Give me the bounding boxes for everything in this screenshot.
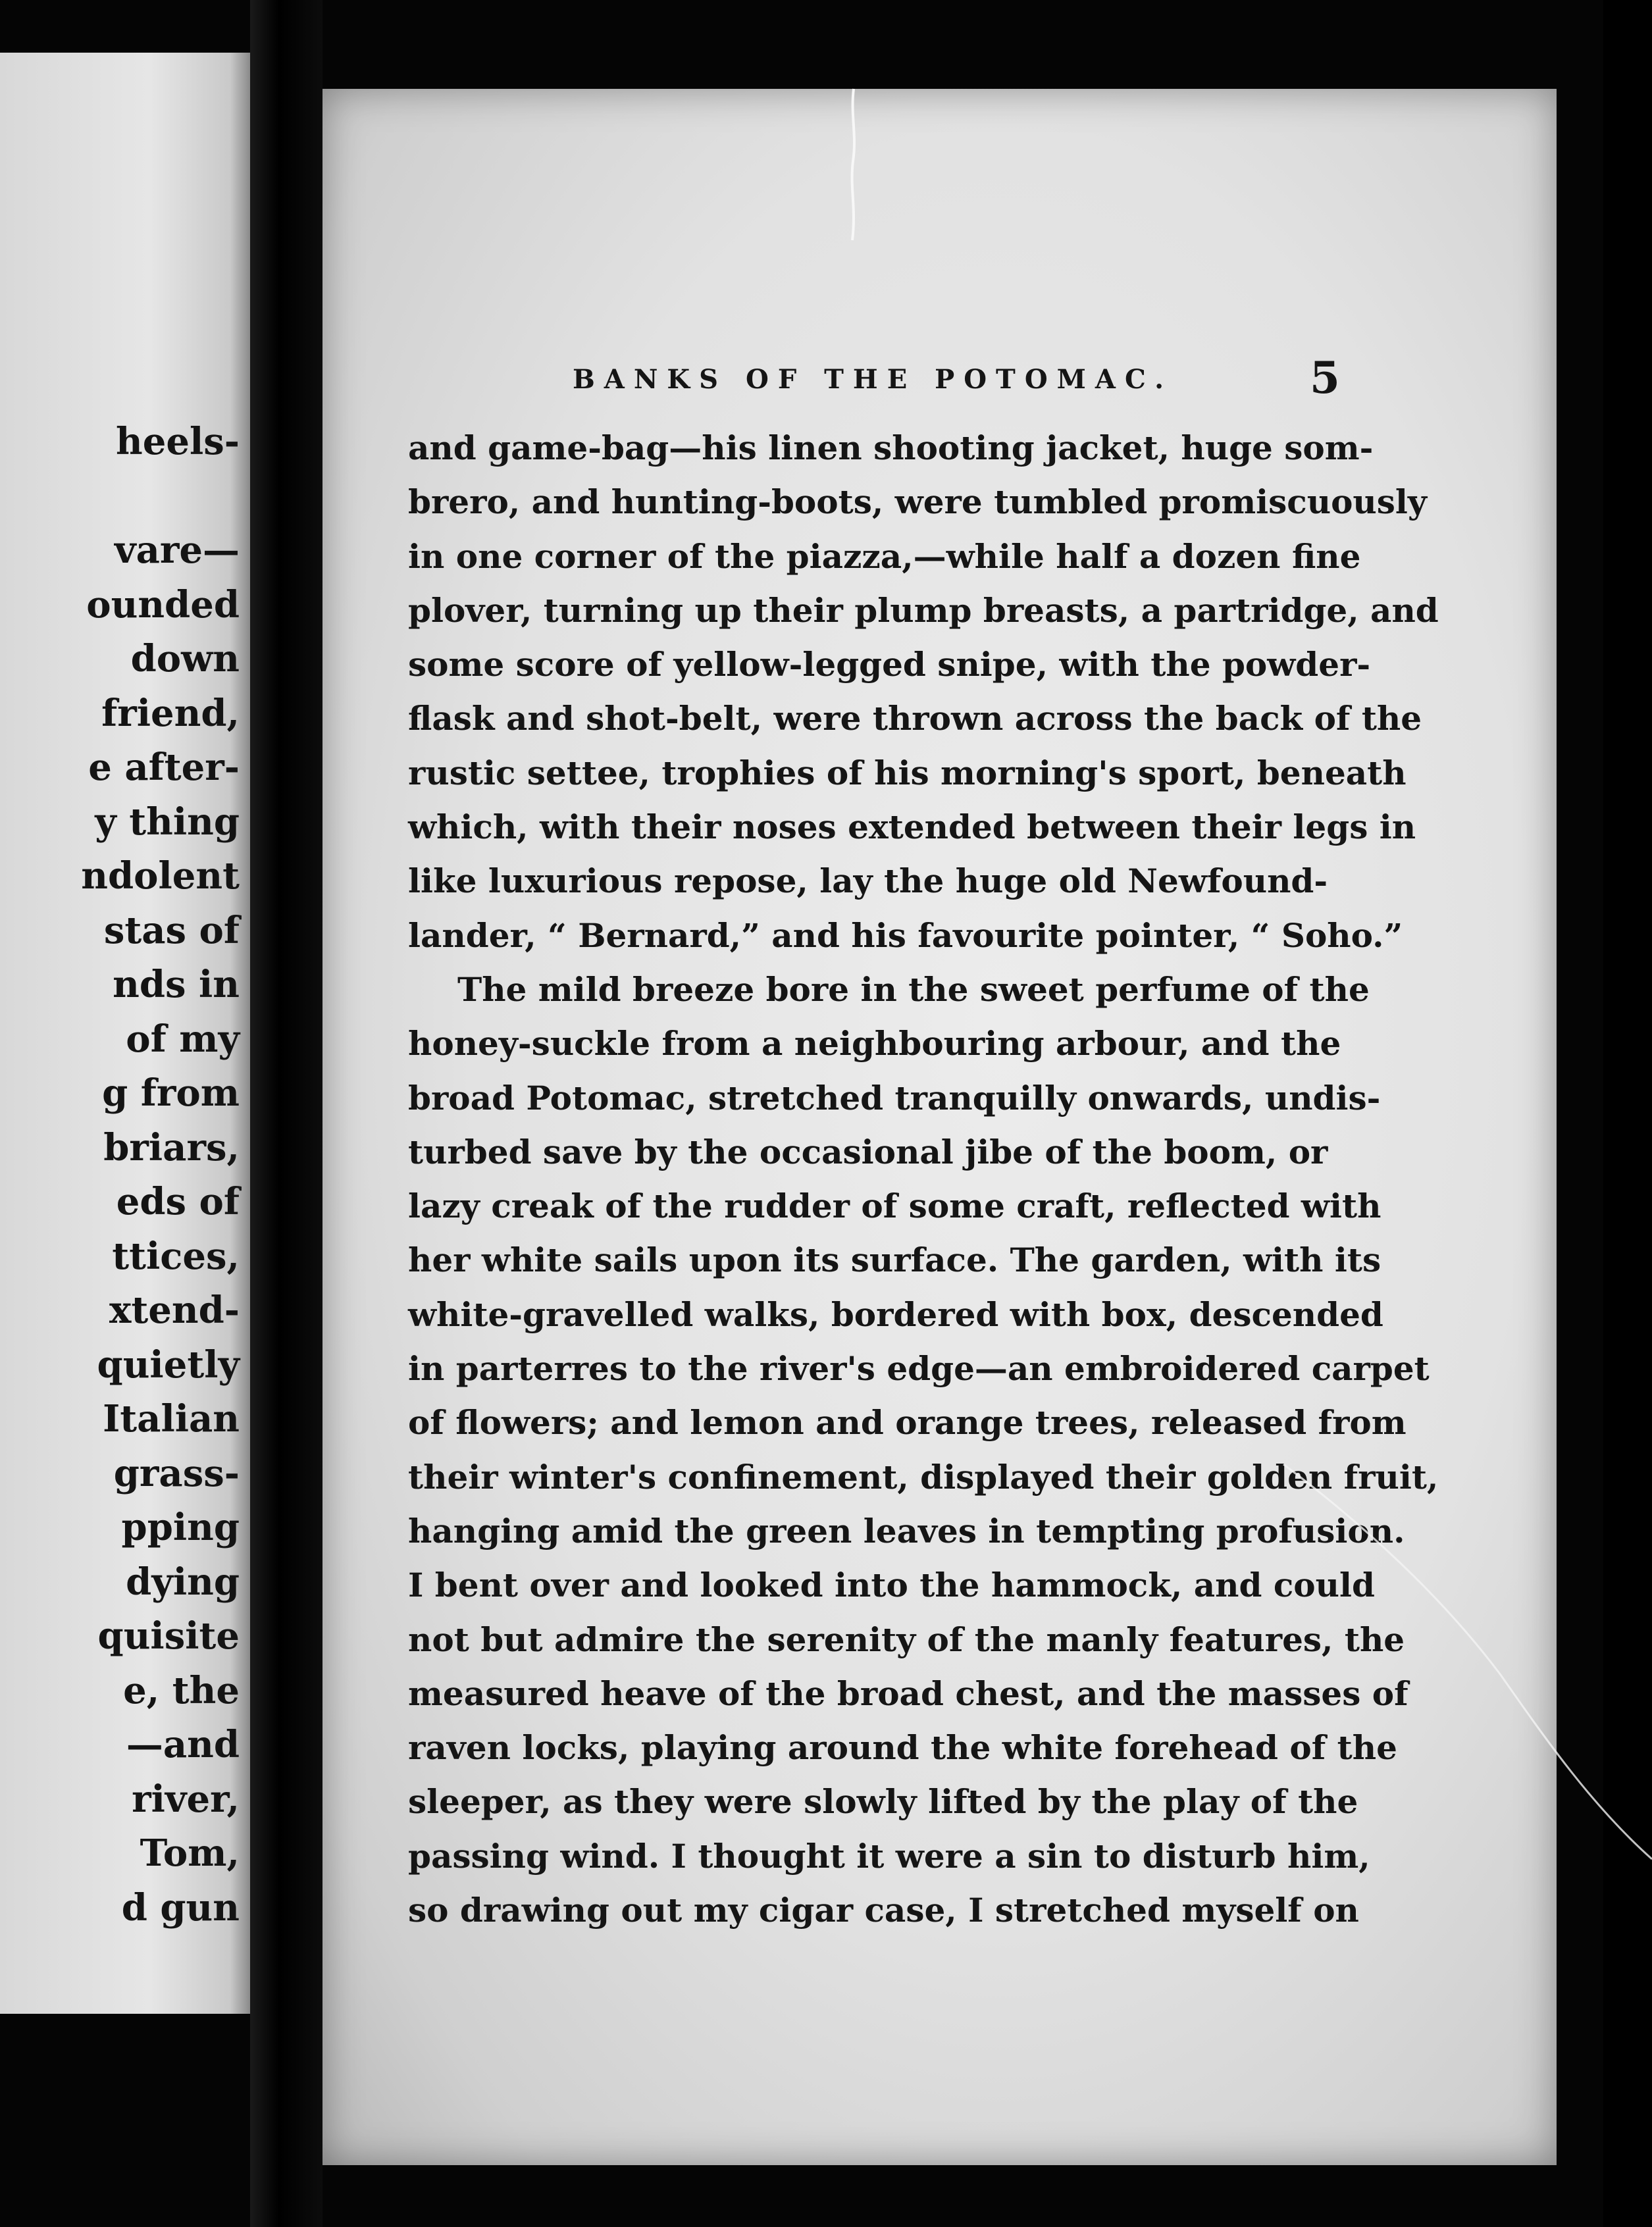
text-line: turbed save by the occasional jibe of the boom, or: [408, 1132, 1328, 1171]
book-page: [323, 89, 1557, 2165]
text-line: like luxurious repose, lay the huge old Newfound-: [408, 861, 1328, 901]
text-line: white-gravelled walks, bordered with box, descended: [408, 1294, 1383, 1334]
text-line: honey-suckle from a neighbouring arbour, and the: [408, 1024, 1341, 1063]
text-line: and game-bag—his linen shooting jacket, huge som-: [408, 428, 1374, 467]
book-gutter: [250, 0, 323, 2227]
text-line: in parterres to the river's edge—an embroidered carpet: [408, 1349, 1430, 1389]
text-line: hanging amid the green leaves in tempting profusion.: [408, 1511, 1405, 1550]
previous-page-line: Tom,: [140, 1831, 240, 1875]
previous-page-line: —and: [126, 1723, 240, 1766]
text-line: I bent over and looked into the hammock, and could: [408, 1566, 1375, 1605]
previous-page-line: heels-: [115, 420, 240, 463]
previous-page-line: quisite: [97, 1614, 240, 1658]
previous-page-line: y thing: [95, 800, 240, 844]
text-line: her white sails upon its surface. The garden, with its: [408, 1241, 1381, 1280]
text-line: so drawing out my cigar case, I stretched myself on: [408, 1891, 1359, 1930]
previous-page-line: quietly: [97, 1343, 240, 1387]
previous-page-line: friend,: [101, 691, 240, 735]
text-line: in one corner of the piazza,—while half a dozen fine: [408, 536, 1361, 576]
previous-page-line: xtend-: [109, 1289, 240, 1332]
text-line: passing wind. I thought it were a sin to disturb him,: [408, 1836, 1370, 1876]
running-title: BANKS OF THE POTOMAC.: [573, 364, 1174, 395]
previous-page-line: Italian: [103, 1397, 240, 1441]
previous-page-line: e, the: [123, 1668, 240, 1712]
previous-page-line: ndolent: [81, 854, 240, 898]
text-line: broad Potomac, stretched tranquilly onwards, undis-: [408, 1078, 1381, 1117]
previous-page-fragment: [0, 53, 250, 2014]
previous-page-line: down: [130, 637, 240, 680]
previous-page-line: of my: [126, 1017, 240, 1061]
text-line: lander, “ Bernard,” and his favourite pointer, “ Soho.”: [408, 915, 1403, 955]
text-line: sleeper, as they were slowly lifted by the play of the: [408, 1782, 1358, 1822]
previous-page-line: ounded: [86, 582, 240, 627]
previous-page-text: [81, 415, 240, 1935]
paper-crease-mark: [849, 89, 858, 240]
previous-page-line: vare—: [115, 528, 240, 572]
text-line: not but admire the serenity of the manly features, the: [408, 1620, 1405, 1659]
previous-page-line: dying: [126, 1560, 240, 1604]
previous-page-line: e after-: [88, 746, 240, 789]
previous-page-line: river,: [132, 1777, 240, 1821]
text-line: of flowers; and lemon and orange trees, released from: [408, 1403, 1407, 1443]
text-line: their winter's confinement, displayed their golden fruit,: [408, 1457, 1439, 1497]
page-number: 5: [1310, 352, 1340, 403]
text-line: some score of yellow-legged snipe, with the powder-: [408, 645, 1371, 684]
previous-page-line: stas of: [103, 908, 240, 952]
text-line: rustic settee, trophies of his morning's sport, beneath: [408, 753, 1407, 792]
text-line: measured heave of the broad chest, and the masses of: [408, 1674, 1408, 1713]
page-body-text: [408, 421, 1439, 1937]
previous-page-line: eds of: [116, 1180, 240, 1223]
text-line: flask and shot-belt, were thrown across the back of the: [408, 699, 1422, 738]
text-line: which, with their noses extended between their legs in: [408, 807, 1416, 847]
previous-page-line: ttices,: [112, 1234, 240, 1278]
paper-scratch-mark: [1283, 1464, 1652, 1859]
text-line: raven locks, playing around the white forehead of the: [408, 1728, 1397, 1768]
running-head: [323, 352, 1557, 411]
previous-page-line: d gun: [121, 1885, 240, 1930]
text-line: The mild breeze bore in the sweet perfume of the: [457, 969, 1370, 1009]
previous-page-line: nds in: [113, 963, 240, 1006]
text-line: plover, turning up their plump breasts, a partridge, and: [408, 590, 1439, 630]
text-line: brero, and hunting-boots, were tumbled promiscuously: [408, 482, 1427, 522]
previous-page-line: g from: [102, 1071, 240, 1115]
text-line: lazy creak of the rudder of some craft, reflected with: [408, 1187, 1381, 1226]
previous-page-line: briars,: [103, 1125, 240, 1169]
previous-page-line: grass-: [113, 1451, 240, 1495]
previous-page-line: pping: [121, 1506, 240, 1549]
previous-page-line: [81, 469, 240, 524]
